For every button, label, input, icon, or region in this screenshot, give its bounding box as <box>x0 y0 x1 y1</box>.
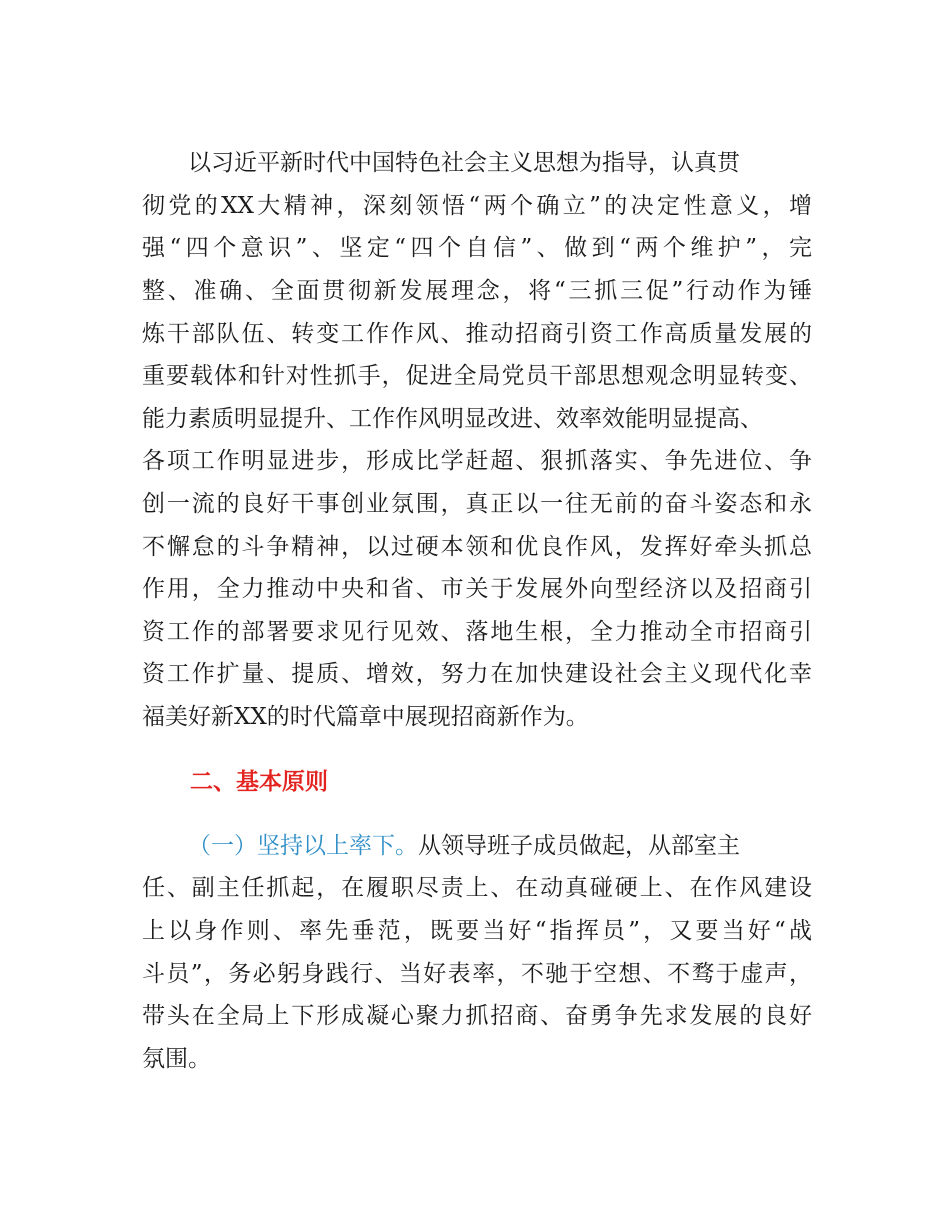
paragraph-line: 重要载体和针对性抓手，促进全局党员干部思想观念明显转变、 <box>142 363 812 389</box>
paragraph-line: 不懈怠的斗争精神，以过硬本领和优良作风，发挥好牵头抓总 <box>142 534 812 560</box>
paragraph-line: 斗员”，务必躬身践行、当好表率，不驰于空想、不骛于虚声， <box>142 961 812 987</box>
paragraph-line: 能力素质明显提升、工作作风明显改进、效率效能明显提高、 <box>142 406 763 432</box>
paragraph-line: 福美好新XX的时代篇章中展现招商新作为。 <box>142 704 589 730</box>
paragraph-line: 强“四个意识”、坚定“四个自信”、做到“两个维护”，完 <box>142 235 812 261</box>
paragraph-line: 任、副主任抓起，在履职尽责上、在动真碰硬上、在作风建设 <box>142 875 812 901</box>
paragraph-line: 上以身作则、率先垂范，既要当好“指挥员”，又要当好“战 <box>142 918 812 944</box>
paragraph-line: 以习近平新时代中国特色社会主义思想为指导，认真贯 <box>188 150 740 176</box>
paragraph-line: 氛围。 <box>142 1046 211 1072</box>
paragraph-line: 整、准确、全面贯彻新发展理念，将“三抓三促”行动作为锤 <box>142 278 812 304</box>
paragraph-line: 彻党的XX大精神，深刻领悟“两个确立”的决定性意义，增 <box>142 193 812 219</box>
paragraph-first-line <box>188 831 740 861</box>
paragraph-line: 资工作的部署要求见行见效、落地生根，全力推动全市招商引 <box>142 619 812 645</box>
paragraph-line: 炼干部队伍、转变工作作风、推动招商引资工作高质量发展的 <box>142 321 812 347</box>
paragraph-line: 带头在全局上下形成凝心聚力抓招商、奋勇争先求发展的良好 <box>142 1003 812 1029</box>
subsection-first-text: 从领导班子成员做起，从部室主 <box>418 833 740 859</box>
subsection-title: （一）坚持以上率下。 <box>188 833 418 859</box>
paragraph-line: 创一流的良好干事创业氛围，真正以一往无前的奋斗姿态和永 <box>142 491 812 517</box>
section-heading-basic-principles: 二、基本原则 <box>190 769 328 795</box>
paragraph-line: 作用，全力推动中央和省、市关于发展外向型经济以及招商引 <box>142 576 812 602</box>
paragraph-line: 资工作扩量、提质、增效，努力在加快建设社会主义现代化幸 <box>142 661 812 687</box>
paragraph-line: 各项工作明显进步，形成比学赶超、狠抓落实、争先进位、争 <box>142 448 812 474</box>
